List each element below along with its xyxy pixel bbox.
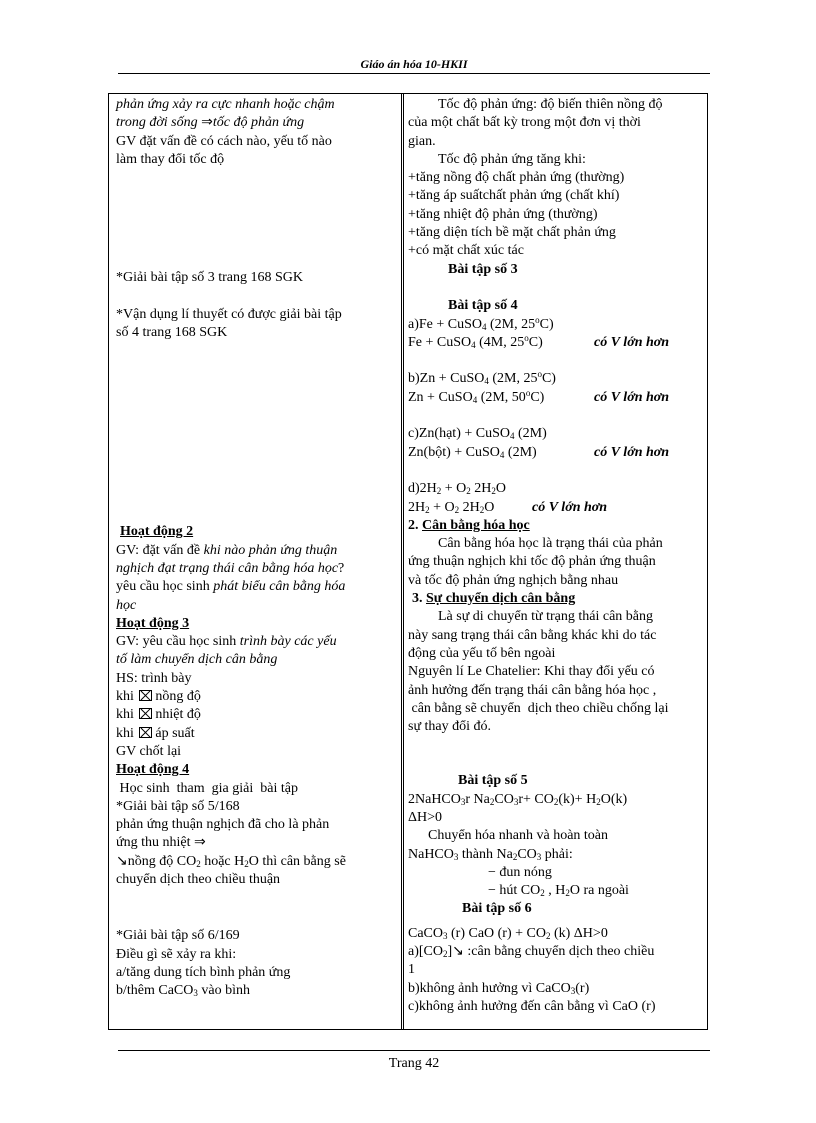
factor-item: +tăng nồng độ chất phản ứng (thường) — [408, 170, 625, 186]
implies-arrow: ⇒ — [193, 835, 206, 851]
left-line: học — [116, 597, 137, 613]
left-line: b/thêm CaCO$_3$ vào bình — [116, 983, 250, 999]
left-line: nghịch đạt trạng thái cân bằng hóa học? — [116, 560, 345, 576]
right-line: Chuyển hóa nhanh và hoàn toàn — [428, 828, 609, 844]
reaction-line: b)Zn + CuSO$_4$ (2M, 25$^o$C) — [408, 369, 556, 387]
right-line: ứng thuận nghịch khi tốc độ phản ứng thuận — [408, 554, 656, 570]
right-line: $a)[CO_2]↘$ :cân bằng chuyển dịch theo chiều — [408, 944, 655, 960]
left-line: HS: trình bày — [116, 670, 192, 686]
left-line: làm thay đổi tốc độ — [116, 151, 225, 167]
left-line: GV đặt vấn đề có cách nào, yếu tố nào — [116, 133, 332, 149]
factor-concentration: khi nồng độ — [116, 689, 201, 705]
right-line: c)không ảnh hưởng đến cân bằng vì CaO (r) — [408, 998, 656, 1014]
implies-arrow: ⇒ — [201, 115, 213, 131]
factor-temperature: khi nhiệt độ — [116, 707, 201, 723]
activity-4-title: Hoạt động 4 — [116, 762, 190, 778]
exercise-3-heading: Bài tập số 3 — [448, 261, 518, 277]
section-2-heading: 2. Cân bằng hóa học — [408, 517, 530, 533]
right-line: Là sự di chuyển từ trạng thái cân bằng — [438, 609, 653, 625]
left-line: GV chốt lại — [116, 743, 182, 759]
activity-2-title: Hoạt động 2 — [120, 524, 194, 540]
teacher-activities-column — [116, 96, 397, 1001]
footer-rule — [118, 1050, 710, 1051]
right-line: Cân bằng hóa học là trạng thái của phản — [438, 536, 663, 552]
left-line: phản ứng xảy ra cực nhanh hoặc chậm — [116, 97, 335, 112]
right-line: b)không ảnh hưởng vì CaCO$_3$(r) — [408, 980, 590, 996]
left-line: GV: đặt vấn đề khi nào phản ứng thuận — [116, 542, 338, 558]
exercise-4-line: *Vận dụng lí thuyết có được giải bài tập — [116, 306, 342, 322]
page-header: Giáo án hóa 10-HKII — [360, 57, 468, 71]
exercise-6-heading: Bài tập số 6 — [462, 901, 532, 917]
left-line: GV: yêu cầu học sinh trình bày các yếu — [116, 634, 337, 650]
right-line: Tốc độ phản ứng tăng khi: — [438, 151, 586, 167]
factor-item: +tăng áp suấtchất phản ứng (chất khí) — [408, 188, 620, 204]
right-line: và tốc độ phản ứng nghịch bằng nhau — [408, 572, 619, 588]
right-line: Nguyên lí Le Chatelier: Khi thay đổi yếu có — [408, 664, 655, 680]
left-line: a/tăng dung tích bình phản ứng — [116, 964, 291, 980]
reaction-line: 2NaHCO$_3$r $Na_2CO_3r+ CO_2(k)+ H_2O(k)$ — [408, 791, 628, 807]
left-line: ứng thu nhiệt ⇒ — [116, 835, 206, 851]
reaction-line: $2H_2 + O_2$ $2H_2O$ có V lớn hơn — [408, 499, 608, 515]
right-line: này sang trạng thái cân bằng khác khi do tác — [408, 627, 657, 643]
right-line: NaHCO$_3$ thành $Na_2CO_3$ phải: — [408, 846, 573, 862]
factor-item: +có mặt chất xúc tác — [408, 243, 524, 259]
crossed-box-icon — [139, 727, 152, 738]
right-line: của một chất bất kỳ trong một đơn vị thời — [408, 115, 641, 131]
reaction-line: Fe + CuSO$_4$ (4M, 25$^o$C) có V lớn hơn — [408, 332, 670, 350]
left-line: phản ứng thuận nghịch đã cho là phản — [116, 817, 330, 833]
right-line: sự thay đổi đó. — [408, 719, 492, 735]
exercise-6: *Giải bài tập số 6/169 — [116, 928, 240, 944]
reaction-line: Zn + CuSO$_4$ (2M, 50$^o$C) có V lớn hơn — [408, 387, 670, 405]
exercise-5-heading: Bài tập số 5 — [458, 773, 528, 789]
right-line: 1 — [408, 962, 415, 978]
column-divider — [401, 93, 404, 1030]
condition-item: − đun nóng — [488, 864, 552, 880]
factor-pressure: khi áp suất — [116, 725, 195, 741]
exercise-3: *Giải bài tập số 3 trang 168 SGK — [116, 270, 304, 286]
page-number: Trang 42 — [388, 1056, 440, 1071]
exercise-5: *Giải bài tập số 5/168 — [116, 798, 240, 814]
left-line: yêu cầu học sinh phát biểu cân bằng hóa — [116, 579, 346, 595]
right-line: Tốc độ phản ứng: độ biến thiên nồng độ — [438, 97, 663, 112]
section-3-heading: 3. Sự chuyển dịch cân bằng — [412, 591, 576, 607]
header-rule — [118, 73, 710, 74]
condition-item: − hút $CO_2$ , $H_2O$ ra ngoài — [488, 883, 629, 899]
reaction-line: $d)2H_2 + O_2$ $2H_2O$ — [408, 481, 507, 497]
crossed-box-icon — [139, 690, 152, 701]
reaction-line: Zn(bột) + CuSO$_4$ (2M) có V lớn hơn — [408, 444, 670, 460]
factor-item: +tăng nhiệt độ phản ứng (thường) — [408, 206, 598, 222]
content-column — [408, 96, 704, 1016]
activity-3-title: Hoạt động 3 — [116, 615, 190, 631]
right-line: ảnh hưởng đến trạng thái cân bằng hóa học , — [408, 682, 657, 698]
left-line: ↘nồng độ $CO_2$ hoặc $H_2O$ thì cân bằng sẽ — [116, 853, 346, 869]
reaction-line: a)Fe + CuSO$_4$ (2M, 25$^o$C) — [408, 314, 554, 332]
left-line: tố làm chuyển dịch cân bằng — [116, 652, 278, 668]
left-line: trong đời sống ⇒tốc độ phản ứng — [116, 115, 305, 131]
left-line: Điều gì sẽ xảy ra khi: — [116, 946, 237, 962]
right-line: gian. — [408, 133, 436, 149]
crossed-box-icon — [139, 708, 152, 719]
exercise-4-heading: Bài tập số 4 — [448, 298, 518, 314]
exercise-4-line: số 4 trang 168 SGK — [116, 325, 228, 341]
left-line: Học sinh tham gia giải bài tập — [116, 780, 298, 796]
right-line: động của yếu tố bên ngoài — [408, 645, 556, 661]
reaction-line: c)Zn(hạt) + CuSO$_4$ (2M) — [408, 426, 547, 442]
factor-item: +tăng diện tích bề mặt chất phản ứng — [408, 225, 616, 241]
enthalpy: ΔH>0 — [408, 809, 443, 825]
left-line: chuyển dịch theo chiều thuận — [116, 872, 281, 888]
reaction-line: CaCO$_3$ (r) CaO $(r) + CO_2$ (k) ΔH>0 — [408, 925, 608, 941]
right-line: cân bằng sẽ chuyển dịch theo chiều chống lại — [408, 700, 669, 716]
